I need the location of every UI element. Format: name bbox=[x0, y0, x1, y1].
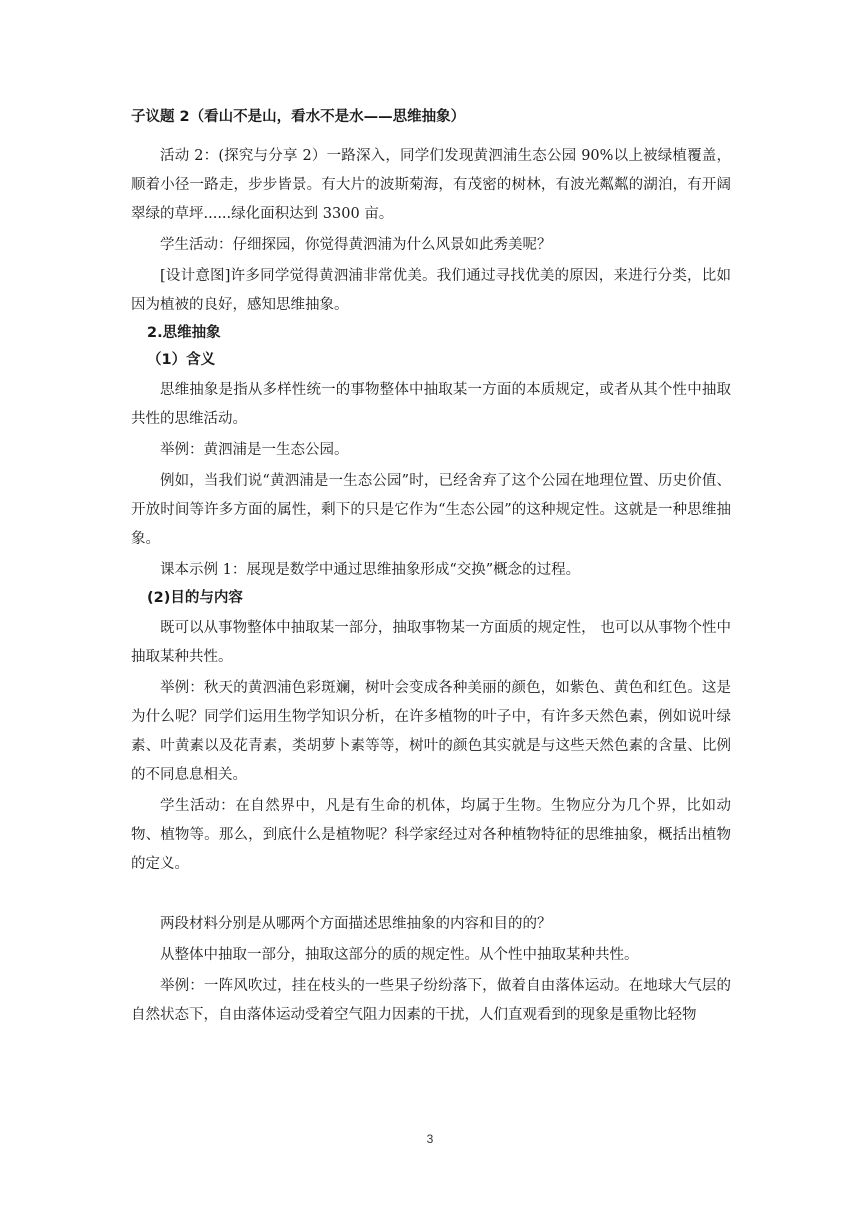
page-content bbox=[131, 106, 731, 1032]
subtopic-heading: 子议题 2（看山不是山，看水不是水——思维抽象） bbox=[131, 109, 466, 125]
page-number: 3 bbox=[426, 1132, 434, 1146]
section-heading-meaning: （1）含义 bbox=[147, 352, 216, 368]
question-paragraph: 两段材料分别是从哪两个方面描述思维抽象的内容和目的的？ bbox=[160, 916, 552, 932]
section-heading-thinking-abstraction: 2.思维抽象 bbox=[147, 325, 221, 341]
plant-activity-paragraph: 学生活动：在自然界中，凡是有生命的机体，均属于生物。生物应分为几个界，比如动物、植物等。那么，到底什么是植物呢？科学家经过对各种植物特征的思维抽象，概括出植物的定义。 bbox=[131, 798, 731, 872]
activity-paragraph: 活动 2：(探究与分享 2）一路深入，同学们发现黄泗浦生态公园 90%以上被绿植覆盖，顺着小径一路走，步步皆景。有大片的波斯菊海，有茂密的树林，有波光粼粼的湖泊，有开阔翠绿的草坪......绿化面积达到 3300 亩。 bbox=[131, 148, 731, 222]
example-paragraph: 举例：黄泗浦是一生态公园。 bbox=[160, 442, 349, 458]
section-heading-purpose-content: (2)目的与内容 bbox=[147, 590, 243, 606]
free-fall-example-paragraph: 举例：一阵风吹过，挂在枝头的一些果子纷纷落下，做着自由落体运动。在地球大气层的自然状态下，自由落体运动受着空气阻力因素的干扰，人们直观看到的现象是重物比轻物 bbox=[131, 978, 731, 1023]
definition-paragraph: 思维抽象是指从多样性统一的事物整体中抽取某一方面的本质规定，或者从其个性中抽取共性的思维活动。 bbox=[131, 382, 731, 427]
answer-paragraph: 从整体中抽取一部分，抽取这部分的质的规定性。从个性中抽取某种共性。 bbox=[160, 947, 639, 963]
purpose-paragraph: 既可以从事物整体中抽取某一部分，抽取事物某一方面质的规定性， 也可以从事物个性中抽取某种共性。 bbox=[131, 620, 731, 665]
design-intent-paragraph: [设计意图]许多同学觉得黄泗浦非常优美。我们通过寻找优美的原因，来进行分类，比如因为植被的良好，感知思维抽象。 bbox=[131, 268, 731, 313]
blank-line bbox=[131, 881, 731, 910]
explanation-paragraph: 例如，当我们说“黄泗浦是一生态公园”时，已经舍弃了这个公园在地理位置、历史价值、开放时间等许多方面的属性，剩下的只是它作为“生态公园”的这种规定性。这就是一种思维抽象。 bbox=[131, 473, 731, 547]
autumn-example-paragraph: 举例：秋天的黄泗浦色彩斑斓，树叶会变成各种美丽的颜色，如紫色、黄色和红色。这是为什么呢？同学们运用生物学知识分析，在许多植物的叶子中，有许多天然色素，例如说叶绿素、叶黄素以及花青素，类胡萝卜素等等，树叶的颜色其实就是与这些天然色素的含量、比例的不同息息相关。 bbox=[131, 680, 731, 783]
student-activity-paragraph: 学生活动：仔细探园，你觉得黄泗浦为什么风景如此秀美呢？ bbox=[160, 237, 552, 253]
textbook-example-paragraph: 课本示例 1：展现是数学中通过思维抽象形成“交换”概念的过程。 bbox=[160, 562, 581, 578]
